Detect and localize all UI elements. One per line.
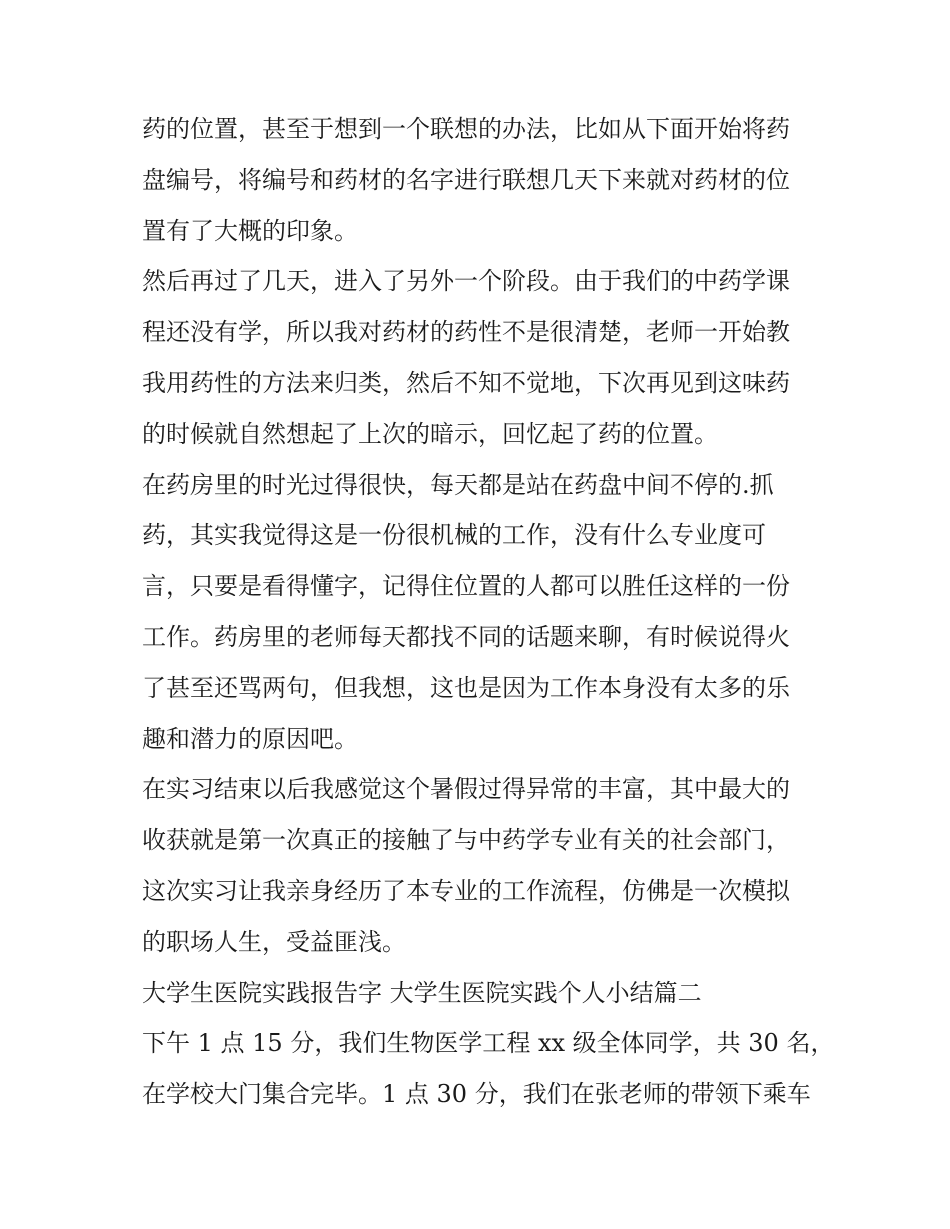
text-line: 药的位置，甚至于想到一个联想的办法，比如从下面开始将药	[142, 115, 790, 143]
text-line: 工作。药房里的老师每天都找不同的话题来聊，有时候说得火	[142, 622, 790, 651]
body-text	[142, 104, 835, 1120]
text-line: 言，只要是看得懂字，记得住位置的人都可以胜任这样的一份	[142, 572, 790, 601]
text-line: 我用药性的方法来归类，然后不知不觉地，下次再见到这味药	[142, 368, 790, 397]
text-line: 药，其实我觉得这是一份很机械的工作，没有什么专业度可	[142, 521, 766, 550]
text-line: 盘编号，将编号和药材的名字进行联想几天下来就对药材的位	[142, 165, 790, 194]
text-line: 在学校大门集合完毕。1 点 30 分，我们在张老师的带领下乘车	[142, 1080, 811, 1109]
text-line: 这次实习让我亲身经历了本专业的工作流程，仿佛是一次模拟	[142, 876, 790, 905]
text-line: 了甚至还骂两句，但我想，这也是因为工作本身没有太多的乐	[142, 673, 790, 702]
section-heading: 大学生医院实践报告字 大学生医院实践个人小结篇二	[142, 978, 702, 1007]
text-line: 的时候就自然想起了上次的暗示，回忆起了药的位置。	[142, 419, 718, 448]
text-line: 收获就是第一次真正的接触了与中药学专业有关的社会部门，	[142, 826, 790, 855]
text-line: 在实习结束以后我感觉这个暑假过得异常的丰富，其中最大的	[142, 775, 790, 804]
text-line: 置有了大概的印象。	[142, 216, 358, 245]
text-line: 在药房里的时光过得很快，每天都是站在药盘中间不停的.抓	[142, 470, 774, 499]
text-line: 程还没有学，所以我对药材的药性不是很清楚，老师一开始教	[142, 318, 790, 347]
text-line: 的职场人生，受益匪浅。	[142, 927, 406, 956]
text-line: 然后再过了几天，进入了另外一个阶段。由于我们的中药学课	[142, 267, 790, 296]
text-line: 下午 1 点 15 分，我们生物医学工程 xx 级全体同学，共 30 名，	[142, 1029, 835, 1058]
text-line: 趣和潜力的原因吧。	[142, 724, 358, 753]
